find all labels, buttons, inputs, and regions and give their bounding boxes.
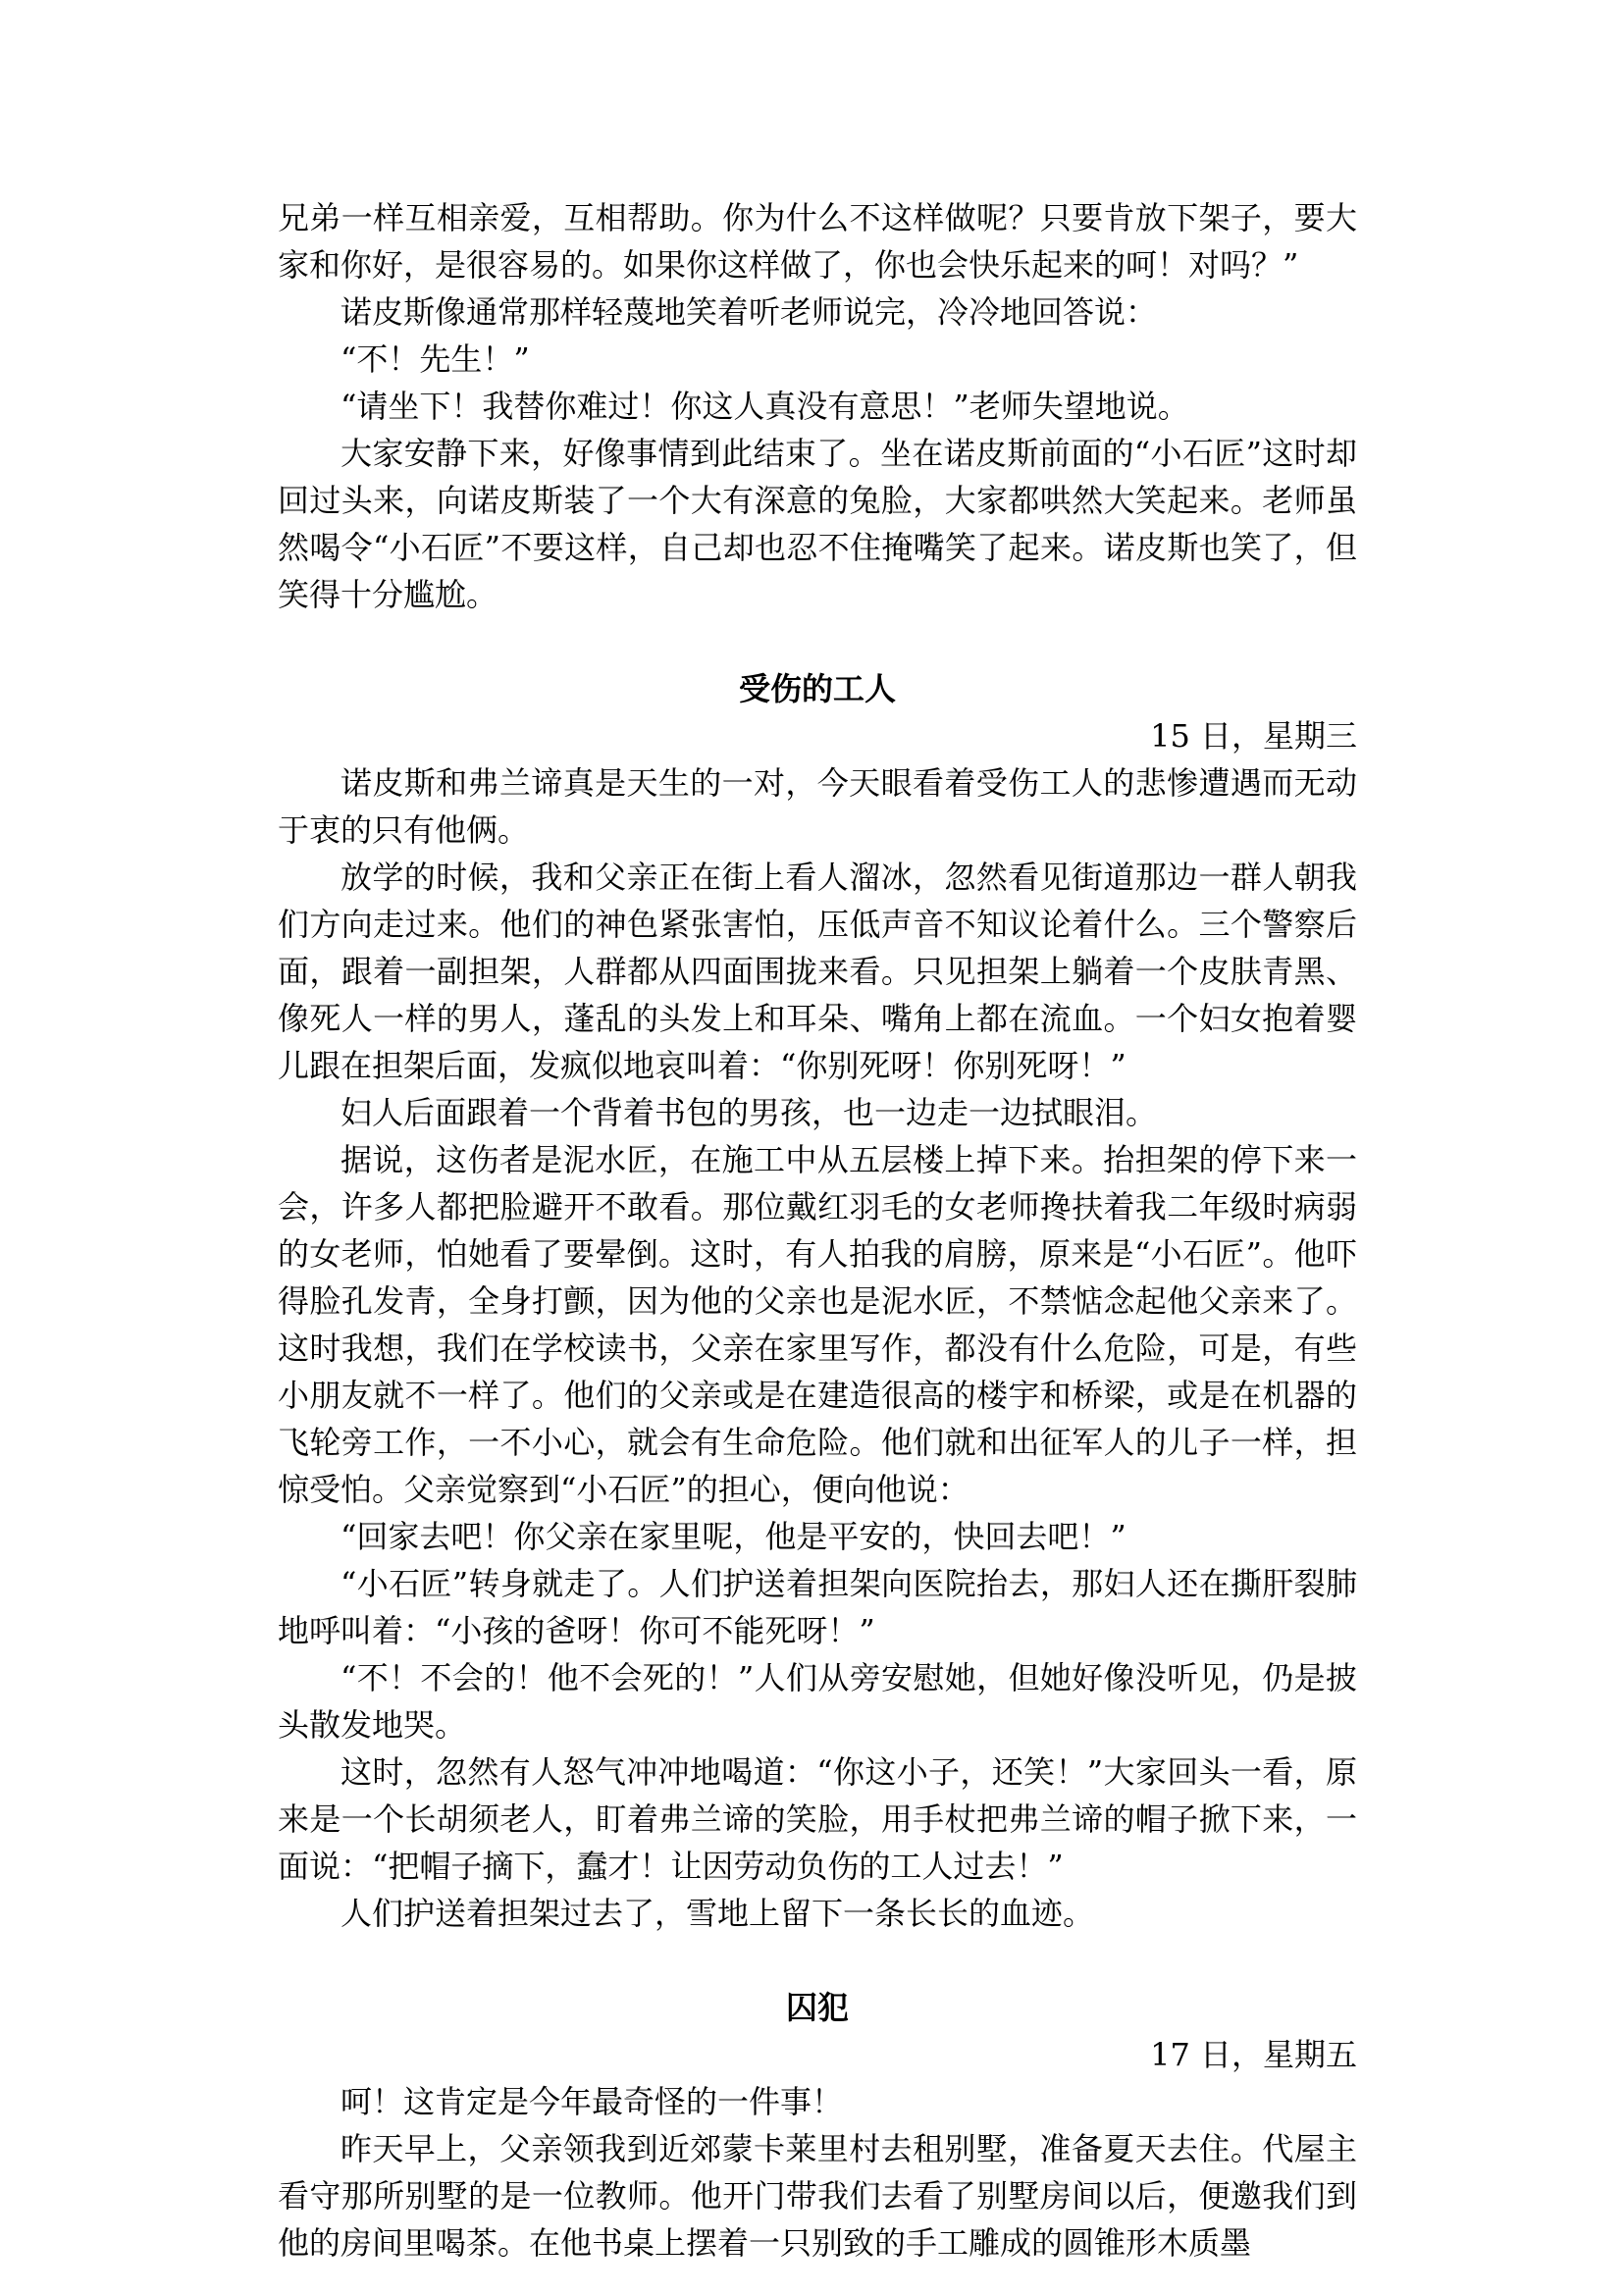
spacer bbox=[278, 1937, 1357, 1984]
paragraph: 昨天早上，父亲领我到近郊蒙卡莱里村去租别墅，准备夏天去住。代屋主看守那所别墅的是一位教师。他开门带我们去看了别墅房间以后，便邀我们到他的房间里喝茶。在他书桌上摆着一只别致的手工雕成的圆锥形木质墨 bbox=[278, 2130, 1357, 2262]
section-prisoner bbox=[278, 1984, 1357, 2267]
paragraph: 这时，忽然有人怒气冲冲地喝道：“你这小子，还笑！”大家回头一看，原来是一个长胡须老人，盯着弗兰谛的笑脸，用手杖把弗兰谛的帽子掀下来，一面说：“把帽子摘下，蠢才！让因劳动负伤的工人过去！” bbox=[278, 1753, 1357, 1885]
section-injured-worker bbox=[278, 665, 1357, 1937]
paragraph: 兄弟一样互相亲爱，互相帮助。你为什么不这样做呢？只要肯放下架子，要大家和你好，是很容易的。如果你这样做了，你也会快乐起来的呵！对吗？” bbox=[278, 199, 1357, 284]
section-title: 囚犯 bbox=[785, 1989, 849, 2026]
document-page bbox=[278, 194, 1357, 2267]
paragraph: “不！不会的！他不会死的！”人们从旁安慰她，但她好像没听见，仍是披头散发地哭。 bbox=[278, 1659, 1357, 1744]
paragraph: 呵！这肯定是今年最奇怪的一件事！ bbox=[341, 2083, 844, 2120]
paragraph: “不！先生！” bbox=[341, 340, 530, 378]
paragraph: 大家安静下来，好像事情到此结束了。坐在诺皮斯前面的“小石匠”这时却回过头来，向诺皮斯装了一个大有深意的兔脸，大家都哄然大笑起来。老师虽然喝令“小石匠”不要这样，自己却也忍不住掩嘴笑了起来。诺皮斯也笑了，但笑得十分尴尬。 bbox=[278, 435, 1357, 613]
paragraph: 人们护送着担架过去了，雪地上留下一条长长的血迹。 bbox=[341, 1895, 1095, 1932]
section-title: 受伤的工人 bbox=[738, 670, 896, 707]
paragraph: 诺皮斯和弗兰谛真是天生的一对，今天眼看着受伤工人的悲惨遭遇而无动于衷的只有他俩。 bbox=[278, 764, 1357, 849]
paragraph: “回家去吧！你父亲在家里呢，他是平安的，快回去吧！” bbox=[341, 1518, 1126, 1555]
paragraph: “请坐下！我替你难过！你这人真没有意思！”老师失望地说。 bbox=[341, 388, 1189, 425]
section-date: 17 日，星期五 bbox=[1150, 2036, 1357, 2073]
paragraph: 诺皮斯像通常那样轻蔑地笑着听老师说完，冷冷地回答说： bbox=[341, 293, 1158, 331]
paragraph: 据说，这伤者是泥水匠，在施工中从五层楼上掉下来。抬担架的停下来一会，许多人都把脸避开不敢看。那位戴红羽毛的女老师搀扶着我二年级时病弱的女老师，怕她看了要晕倒。这时，有人拍我的肩膀，原来是“小石匠”。他吓得脸孔发青，全身打颤，因为他的父亲也是泥水匠，不禁惦念起他父亲来了。这时我想，我们在学校读书，父亲在家里写作，都没有什么危险，可是，有些小朋友就不一样了。他们的父亲或是在建造很高的楼宇和桥梁，或是在机器的飞轮旁工作，一不小心，就会有生命危险。他们就和出征军人的儿子一样，担惊受怕。父亲觉察到“小石匠”的担心，便向他说： bbox=[278, 1141, 1357, 1508]
section-date: 15 日，星期三 bbox=[1150, 717, 1357, 755]
paragraph: 妇人后面跟着一个背着书包的男孩，也一边走一边拭眼泪。 bbox=[341, 1094, 1158, 1131]
continued-section bbox=[278, 194, 1357, 618]
paragraph: 放学的时候，我和父亲正在街上看人溜冰，忽然看见街道那边一群人朝我们方向走过来。他们的神色紧张害怕，压低声音不知议论着什么。三个警察后面，跟着一副担架，人群都从四面围拢来看。只见担架上躺着一个皮肤青黑、像死人一样的男人，蓬乱的头发上和耳朵、嘴角上都在流血。一个妇女抱着婴儿跟在担架后面，发疯似地哀叫着：“你别死呀！你别死呀！” bbox=[278, 859, 1357, 1084]
paragraph: “小石匠”转身就走了。人们护送着担架向医院抬去，那妇人还在撕肝裂肺地呼叫着：“小孩的爸呀！你可不能死呀！” bbox=[278, 1565, 1357, 1649]
spacer bbox=[278, 618, 1357, 665]
